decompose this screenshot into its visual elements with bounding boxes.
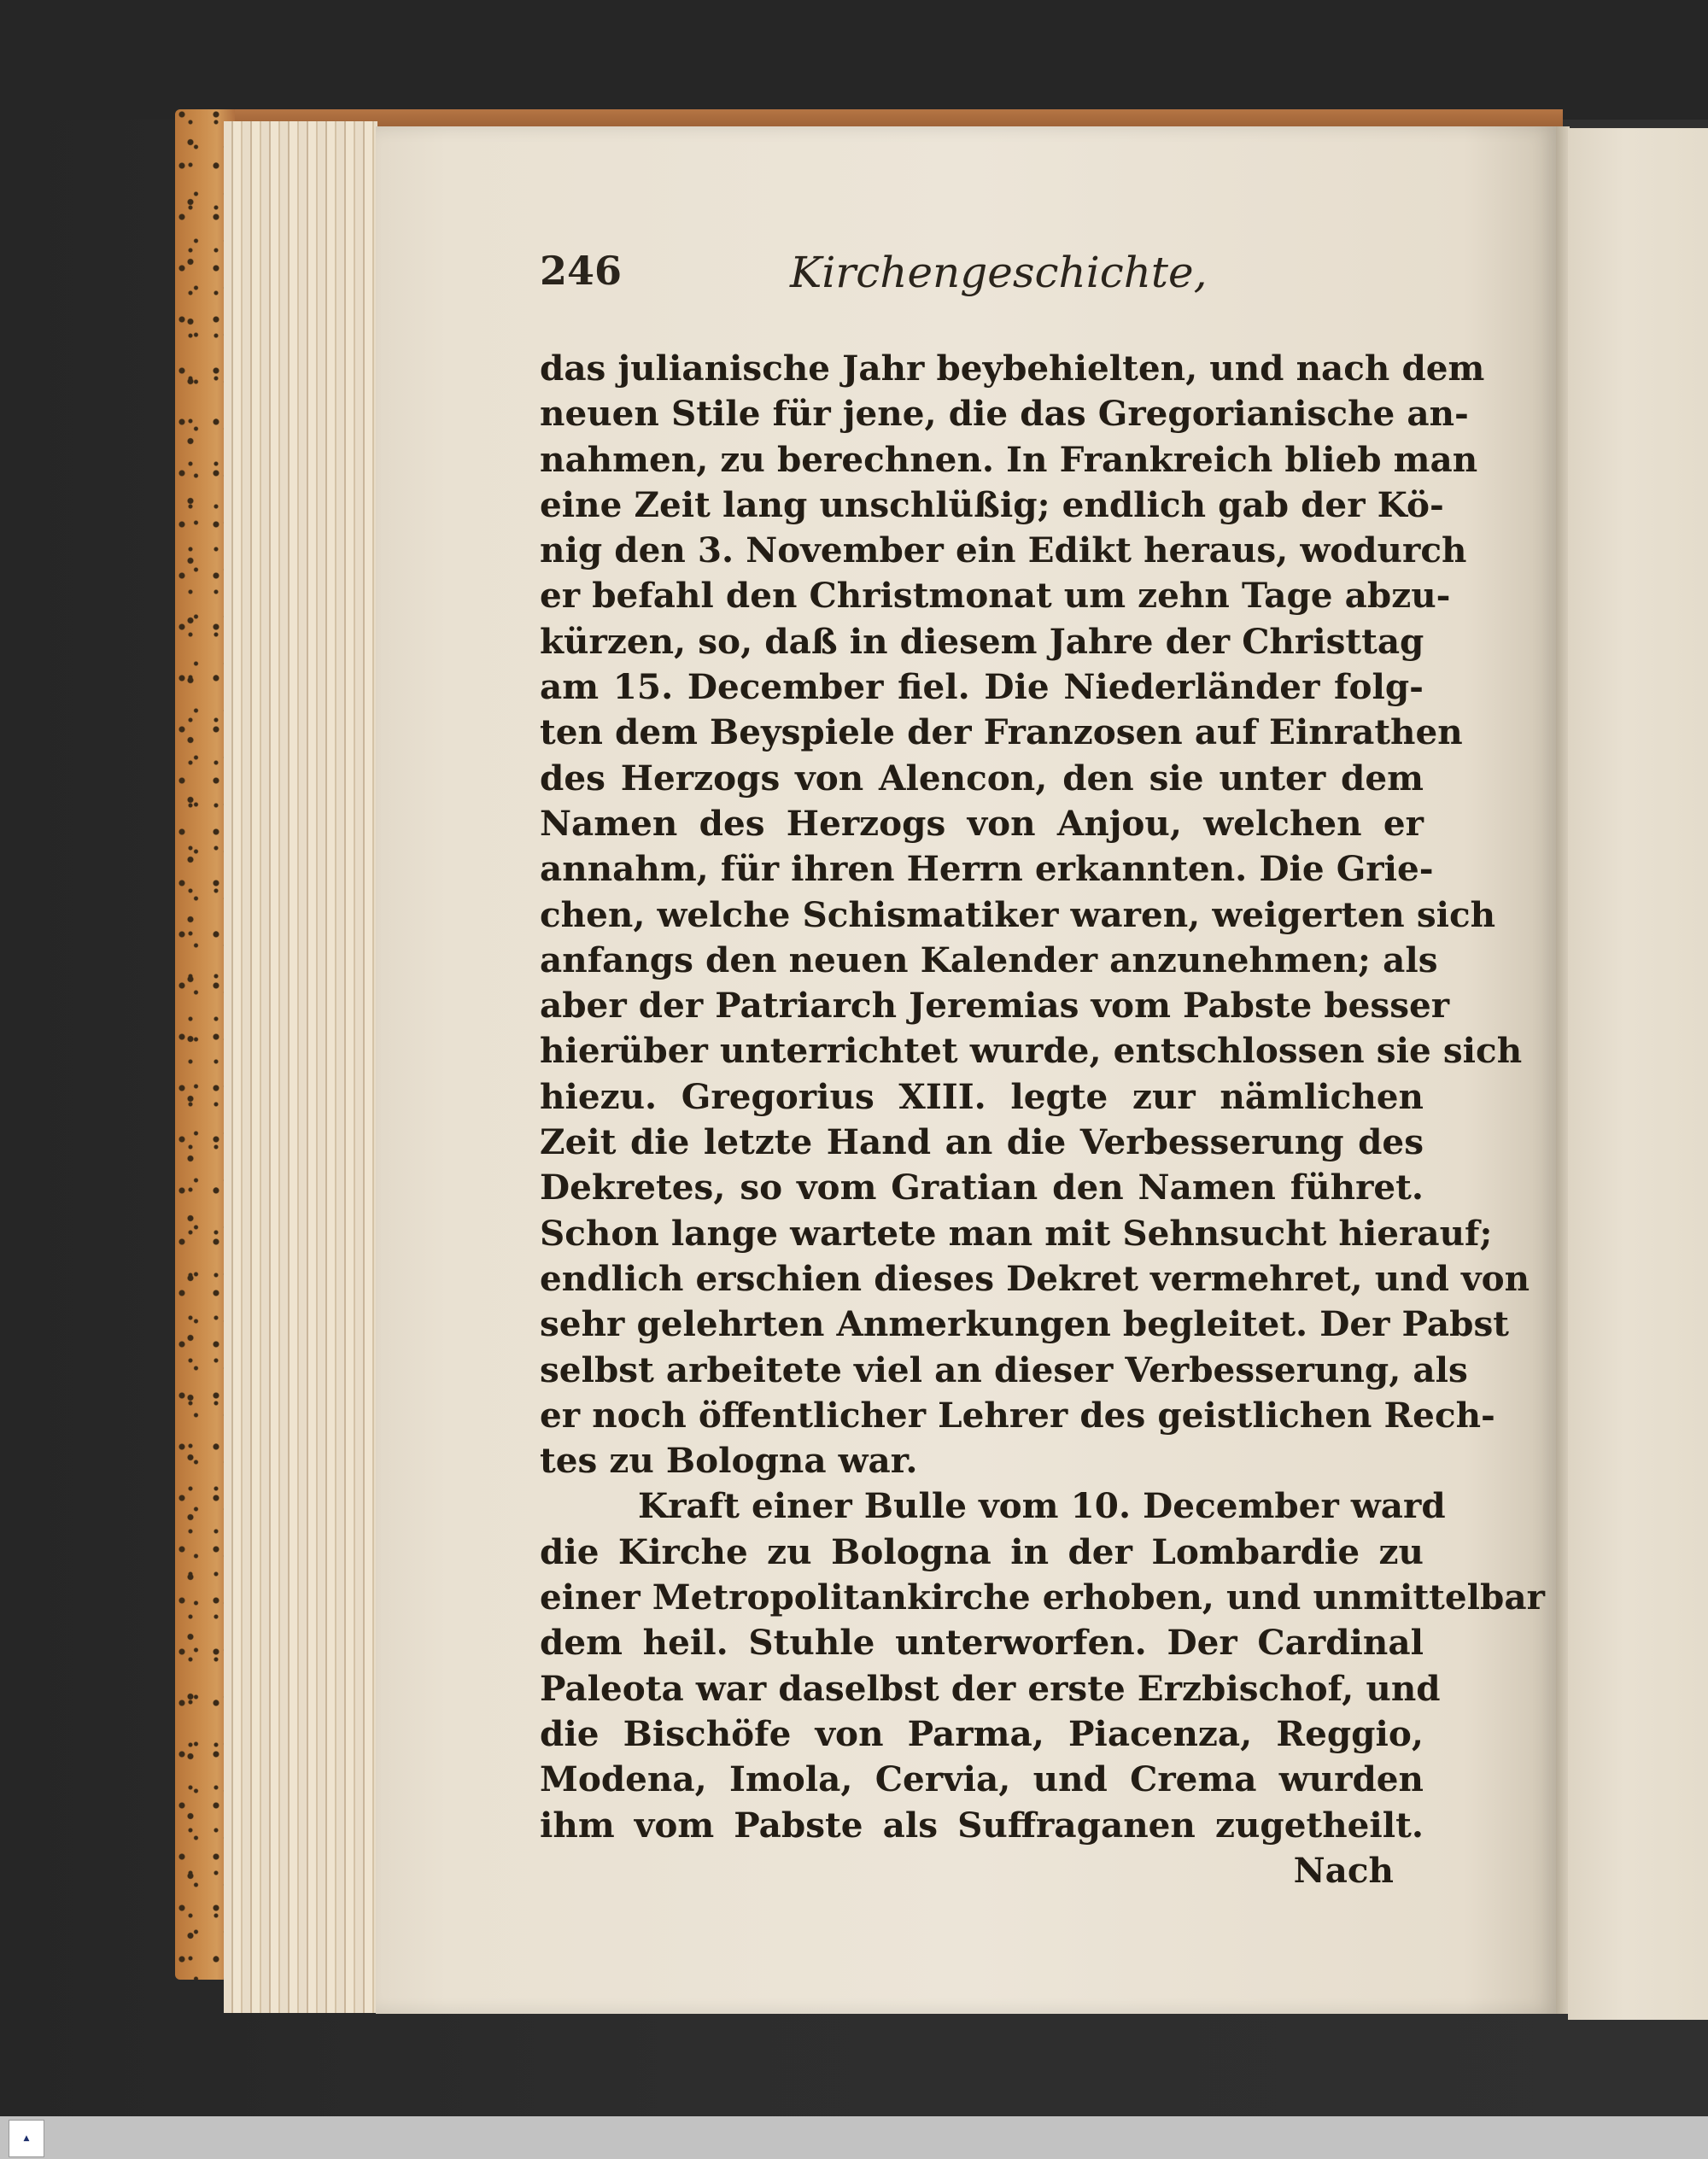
- text-line: neuen Stile für jene, die das Gregorianische an-: [540, 393, 1469, 435]
- background: [0, 0, 1708, 120]
- text-line: Modena, Imola, Cervia, und Crema wurden: [540, 1758, 1424, 1800]
- text-line: er befahl den Christmonat um zehn Tage abzu-: [540, 575, 1451, 617]
- text-line: hierüber unterrichtet wurde, entschlossen sie sich: [540, 1030, 1523, 1072]
- text-line: endlich erschien dieses Dekret vermehret, und von: [540, 1257, 1530, 1299]
- text-line: selbst arbeitete viel an dieser Verbesserung, als: [540, 1349, 1468, 1390]
- text-line: ten dem Beyspiele der Franzosen auf Einrathen: [540, 711, 1463, 753]
- text-line: einer Metropolitankirche erhoben, und unmittelbar: [540, 1577, 1545, 1618]
- text-line: Paleota war daselbst der erste Erzbischof, und: [540, 1667, 1441, 1709]
- text-line: Zeit die letzte Hand an die Verbesserung des: [540, 1121, 1424, 1163]
- text-line: er noch öffentlicher Lehrer des geistlichen Rech-: [540, 1394, 1495, 1436]
- page-number: 246: [540, 248, 623, 294]
- text-line: sehr gelehrten Anmerkungen begleitet. Der Pabst: [540, 1303, 1509, 1345]
- text-line: dem heil. Stuhle unterworfen. Der Cardinal: [540, 1622, 1424, 1664]
- text-line: chen, welche Schismatiker waren, weigerten sich: [540, 893, 1496, 935]
- running-head: Kirchengeschichte,: [790, 248, 1208, 297]
- text-line: die Bischöfe von Parma, Piacenza, Reggio,: [540, 1712, 1424, 1754]
- page-stack-edges: [224, 121, 377, 2013]
- text-line: das julianische Jahr beybehielten, und nach dem: [540, 348, 1485, 389]
- text-line: annahm, für ihren Herrn erkannten. Die Grie-: [540, 848, 1434, 890]
- text-line: hiezu. Gregorius XIII. legte zur nämlichen: [540, 1075, 1424, 1117]
- book-cover-top-edge: [205, 109, 1563, 128]
- right-page: [1568, 128, 1708, 2020]
- text-line: nig den 3. November ein Edikt heraus, wodurch: [540, 530, 1467, 571]
- paragraph-end-line: tes zu Bologna war.: [540, 1440, 918, 1482]
- text-line: Namen des Herzogs von Anjou, welchen er: [540, 802, 1424, 844]
- text-line: anfangs den neuen Kalender anzunehmen; als: [540, 939, 1438, 980]
- text-line: die Kirche zu Bologna in der Lombardie zu: [540, 1530, 1424, 1572]
- text-line: Dekretes, so vom Gratian den Namen führet.: [540, 1167, 1424, 1208]
- text-line: am 15. December fiel. Die Niederländer folg-: [540, 666, 1424, 708]
- text-line: aber der Patriarch Jeremias vom Pabste besser: [540, 985, 1450, 1027]
- text-line: eine Zeit lang unschlüßig; endlich gab der Kö-: [540, 483, 1444, 525]
- viewer-footer-bar: [0, 2116, 1708, 2159]
- text-line: kürzen, so, daß in diesem Jahre der Christtag: [540, 620, 1424, 662]
- text-line: nahmen, zu berechnen. In Frankreich blieb man: [540, 438, 1478, 480]
- text-line: des Herzogs von Alencon, den sie unter dem: [540, 757, 1424, 799]
- catchword: Nach: [1293, 1849, 1394, 1891]
- library-logo-icon: ▲: [9, 2120, 44, 2157]
- text-line: Schon lange wartete man mit Sehnsucht hierauf;: [540, 1212, 1493, 1254]
- text-line: ihm vom Pabste als Suffraganen zugetheilt.: [540, 1804, 1424, 1846]
- paragraph-start-line: Kraft einer Bulle vom 10. December ward: [638, 1485, 1446, 1527]
- body-text: [540, 346, 1545, 1893]
